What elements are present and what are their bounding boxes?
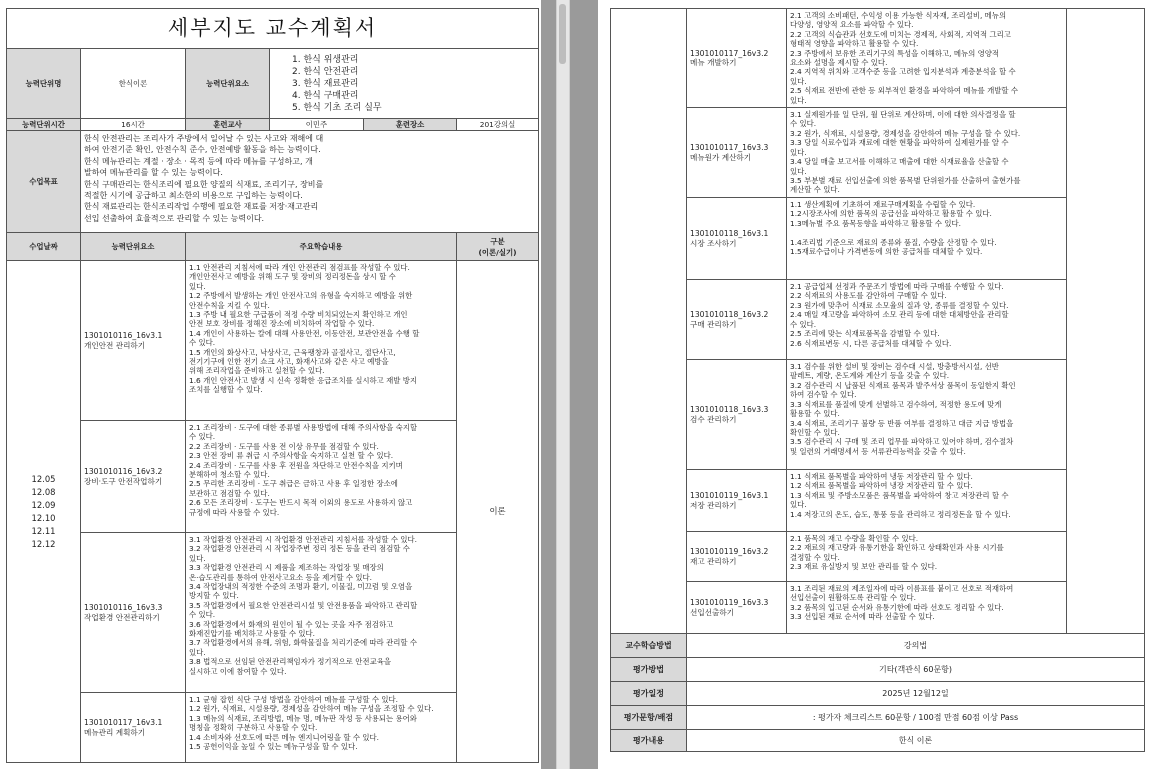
label-place: 훈련장소: [364, 119, 457, 131]
row-unit: 1301010117_16v3.3 메뉴원가 계산하기: [687, 108, 787, 198]
row-unit: 1301010117_16v3.1 메뉴관리 계획하기: [81, 693, 186, 763]
label-hours: 능력단위시간: [7, 119, 81, 131]
page-right: [598, 0, 1150, 769]
label-unit-name: 능력단위명: [7, 49, 81, 119]
row-content: 1.1 균형 잡힌 식단 구성 방법을 감안하여 메뉴를 구성할 수 있다. 1.2 원가, 식재료, 시설용량, 경제성을 감안하여 메뉴 구성을 조정할 수 있다. 1.3 메뉴의 식재료, 조리방법, 메뉴 명, 메뉴판 작성 등 사용되는 용어와 명칭을 정확히 구분하고 사용할 수 있다. 1.4 소비자와 선호도에 따른 메뉴 엔지니어링을 할 수 있다. 1.5 공헌이익을 높일 수 있는 메뉴구성을 할 수 있다.: [186, 693, 457, 763]
document-title: 세부지도 교수계획서: [7, 9, 539, 49]
row-unit: 1301010116_16v3.2 장비·도구 안전작업하기: [81, 421, 186, 533]
row-unit: 1301010116_16v3.1 개인안전 관리하기: [81, 261, 186, 421]
eval-criteria-value: : 평가자 체크리스트 60문항 / 100점 만점 60점 이상 Pass: [687, 706, 1145, 730]
teaching-method-value: 강의법: [687, 634, 1145, 658]
row-content: 2.1 조리장비 · 도구에 대한 종류별 사용방법에 대해 주의사항을 숙지할 수 있다. 2.2 조리장비 · 도구를 사용 전 이상 유무를 점검할 수 있다. 2.3 안전 장비 류 취급 시 주의사항을 숙지하고 실천 할 수 있다. 2.4 조리장비 · 도구를 사용 후 전원을 차단하고 안전수칙을 지키며 분해하여 청소할 수 있다. 2.5 무리한 조리장비 · 도구 취급은 금하고 사용 후 일정한 장소에 보관하고 점검할 수 있다. 2.6 모든 조리장비 · 도구는 반드시 목적 이외의 용도로 사용하지 않고 규정에 따라 사용할 수 있다.: [186, 421, 457, 533]
row-unit: 1301010119_16v3.3 선입선출하기: [687, 582, 787, 634]
lesson-dates: 12.05 12.08 12.09 12.10 12.11 12.12: [7, 261, 81, 763]
plan-table-page1: [6, 8, 539, 763]
head-date: 수업날짜: [7, 233, 81, 261]
date-continuation-cell: [611, 9, 687, 634]
eval-method-value: 기타(객관식 60문항): [687, 658, 1145, 682]
type-continuation-cell: [1067, 9, 1145, 634]
label-unit-elements: 능력단위요소: [186, 49, 270, 119]
row-content: 1.1 생산계획에 기초하여 재료구매계획을 수립할 수 있다. 1.2시장조사에 의한 품목의 공급선을 파악하고 활용할 수 있다. 1.3메뉴별 주요 품목동향을 파악하고 활용할 수 있다. 1.4조리법 기준으로 재료의 종류와 품질, 수량을 산정할 수 있다. 1.5재료수급이나 가격변동에 의한 공급처를 대체할 수 있다.: [787, 198, 1067, 280]
type-value: 이론: [457, 261, 539, 763]
scrollbar-thumb[interactable]: [559, 4, 566, 64]
plan-table-page2: [610, 8, 1145, 752]
row-content: 2.1 고객의 소비패턴, 수익성 이용 가능한 식자재, 조리설비, 메뉴의 다양성, 영양적 요소를 파악할 수 있다. 2.2 고객의 식습관과 선호도에 미치는 경제적, 사회적, 지역적 그리고 형태적 영향을 파악하고 활용할 수 있다. 2.3 주방에서 보유한 조리기구의 특성을 이해하고, 메뉴의 영양적 요소와 설명을 제시할 수 있다. 2.4 지역적 위치와 고객수준 등을 고려한 입지분석과 계층분석을 할 수 있다. 2.5 식재료 전반에 관한 등 외부적인 환경을 파악하여 메뉴를 개발할 수 있다.: [787, 9, 1067, 108]
row-unit: 1301010117_16v3.2 메뉴 개발하기: [687, 9, 787, 108]
row-unit: 1301010118_16v3.1 시장 조사하기: [687, 198, 787, 280]
label-eval-content: 평가내용: [611, 730, 687, 752]
row-unit: 1301010118_16v3.2 구매 관리하기: [687, 280, 787, 360]
row-content: 3.1 실제원가를 일 단위, 월 단위로 계산하며, 이에 대한 의사결정을 할 수 있다. 3.2 원가, 식재료, 시설용량, 경제성을 감안하여 메뉴 구성을 할 수 있다. 3.3 당일 식료수입과 재료에 대한 현황을 파악하여 실제원가를 알 수 있다. 3.4 당일 매출 보고서를 이해하고 매출에 대한 식재료율을 산출할 수 있다. 3.5 부분별 재료 선입선출에 의한 품목별 단위원가를 산출하여 출현가를 계산할 수 있다.: [787, 108, 1067, 198]
row-content: 1.1 식재료 품목별을 파악하여 냉동 저장관리 할 수 있다. 1.2 식재료 품목별을 파악하여 냉장 저장관리 할 수 있다. 1.3 식재료 및 주방소모품은 품목별을 파악하여 창고 저장관리 할 수 있다. 1.4 저장고의 온도, 습도, 통풍 등을 관리하고 정리정돈을 할 수 있다.: [787, 470, 1067, 532]
goal-text: 한식 안전관리는 조리사가 주방에서 일어날 수 있는 사고와 재해에 대 하여 안전기준 확인, 안전수칙 준수, 안전예방 활동을 하는 능력이다. 한식 메뉴관리는 계절 · 장소 · 목적 등에 따라 메뉴를 구성하고, 개 발하여 메뉴관리를 할 수 있는 능력이다. 한식 구매관리는 한식조리에 필요한 양질의 식재료, 조리기구, 장비를 적절한 시기에 공급하고 최소한의 비용으로 구입하는 능력이다. 한식 재료관리는 한식조리작업 수행에 필요한 재료를 저장·재고관리 선입 선출하여 효율적으로 관리할 수 있는 능력이다.: [81, 131, 539, 233]
unit-elements-list: 1. 한식 위생관리 2. 한식 안전관리 3. 한식 재료관리 4. 한식 구매관리 5. 한식 기초 조리 실무: [270, 49, 539, 119]
hours-value: 16시간: [81, 119, 186, 131]
place-value: 201강의실: [457, 119, 539, 131]
unit-name-value: 한식이론: [81, 49, 186, 119]
teacher-value: 이민주: [270, 119, 364, 131]
vertical-scrollbar[interactable]: [556, 0, 570, 769]
label-eval-method: 평가방법: [611, 658, 687, 682]
row-content: 2.1 공급업체 선정과 주문조기 방법에 따라 구매를 수행할 수 있다. 2.2 식재료의 사용도를 감안하여 구매할 수 있다. 2.3 원가에 맞추어 식재료 소모율의 질과 양, 종류를 결정할 수 있다. 2.4 매일 재고량을 파악하여 소모 관리 등에 대한 대체방안을 관리할 수 있다. 2.5 조리에 맞는 식재료품목을 감별할 수 있다. 2.6 식재료변동 시, 다른 공급처를 대체할 수 있다.: [787, 280, 1067, 360]
label-eval-criteria: 평가문항/배점: [611, 706, 687, 730]
eval-date-value: 2025년 12월12일: [687, 682, 1145, 706]
row-content: 3.1 검수를 위한 설비 및 장비는 검수대 시설, 방충방서시설, 선반 팔레트, 계량, 온도계와 계산기 등을 갖출 수 있다. 3.2 검수관리 시 납품된 식재료 품목과 발주서상 품목이 동일한지 확인 하여 검수할 수 있다. 3.3 식재료를 품질에 맞게 선별하고 검수하여, 적정한 용도에 맞게 활용할 수 있다. 3.4 식재료, 조리기구 불량 등 반품 여부를 결정하고 대금 지급 방법을 확인할 수 있다. 3.5 검수관리 시 구매 및 조리 업무를 파악하고 있어야 하며, 검수절차 및 일련의 거래명세서 등 서류관리능력을 갖출 수 있다.: [787, 360, 1067, 470]
row-content: 3.1 조리된 재료의 제조일자에 따라 이름표를 붙이고 선호로 적재하여 선입선출이 원활하도록 관리할 수 있다. 3.2 품목의 입고된 순서와 유통기한에 따라 선호도 정리할 수 있다. 3.3 선입된 재료 순서에 따라 선출할 수 있다.: [787, 582, 1067, 634]
row-unit: 1301010116_16v3.3 작업환경 안전관리하기: [81, 533, 186, 693]
row-content: 3.1 작업환경 안전관리 시 작업환경 안전관리 지침서를 작성할 수 있다. 3.2 작업환경 안전관리 시 작업장주변 정리 정돈 등을 관리 점검할 수 있다. 3.3 작업환경 안전관리 시 제품을 제조하는 작업장 및 매장의 온·습도관리를 통하여 안전사고요소 등을 제거할 수 있다. 3.4 작업장내의 적정한 수준의 조명과 환기, 이물질, 미끄럼 및 오염을 방지할 수 있다. 3.5 작업환경에서 필요한 안전관리시설 및 안전용품을 파악하고 관리할 수 있다. 3.6 작업환경에서 화재의 원인이 될 수 있는 곳을 자주 점검하고 화재진압기를 배치하고 사용할 수 있다. 3.7 작업환경에서의 유해, 위험, 화학물질을 처리기준에 따라 관리할 수 있다. 3.8 법적으로 선임된 안전관리책임자가 정기적으로 안전교육을 실시하고 이에 참여할 수 있다.: [186, 533, 457, 693]
label-teacher: 훈련교사: [186, 119, 270, 131]
head-content: 주요학습내용: [186, 233, 457, 261]
head-element: 능력단위요소: [81, 233, 186, 261]
head-type: 구분 (이론/실기): [457, 233, 539, 261]
row-content: 1.1 안전관리 지침서에 따라 개인 안전관리 점검표를 작성할 수 있다. 개인안전사고 예방을 위해 도구 및 장비의 정리정돈을 상시 할 수 있다. 1.2 주방에서 발생하는 개인 안전사고의 유형을 숙지하고 예방을 위한 안전수칙을 지킬 수 있다. 1.3 주방 내 필요한 구급품이 적정 수량 비치되었는지 확인하고 개인 안전 보호 장비를 정해진 장소에 비치하여 작업할 수 있다. 1.4 개인이 사용하는 칼에 대해 사용안전, 이동안전, 보관안전을 수행 할 수 있다. 1.5 개인의 화상사고, 낙상사고, 근육팽창과 골절사고, 절단사고, 전기기구에 인한 전기 쇼크 사고, 화재사고와 같은 사고 예방을 위해 조리작업을 준비하고 실천할 수 있다. 1.6 개인 안전사고 발생 시 신속 정확한 응급조치를 실시하고 재발 방지 조치를 실행할 수 있다.: [186, 261, 457, 421]
label-eval-date: 평가일정: [611, 682, 687, 706]
row-unit: 1301010119_16v3.2 재고 관리하기: [687, 532, 787, 582]
page-left: [0, 0, 541, 769]
row-unit: 1301010119_16v3.1 저장 관리하기: [687, 470, 787, 532]
row-unit: 1301010118_16v3.3 검수 관리하기: [687, 360, 787, 470]
label-goal: 수업목표: [7, 131, 81, 233]
row-content: 2.1 품목의 재고 수량을 확인할 수 있다. 2.2 재료의 재고량과 유통기한을 확인하고 상태확인과 사용 시기를 결정할 수 있다. 2.3 재료 유실방지 및 보안 관리를 할 수 있다.: [787, 532, 1067, 582]
eval-content-value: 한식 이론: [687, 730, 1145, 752]
label-teaching-method: 교수학습방법: [611, 634, 687, 658]
